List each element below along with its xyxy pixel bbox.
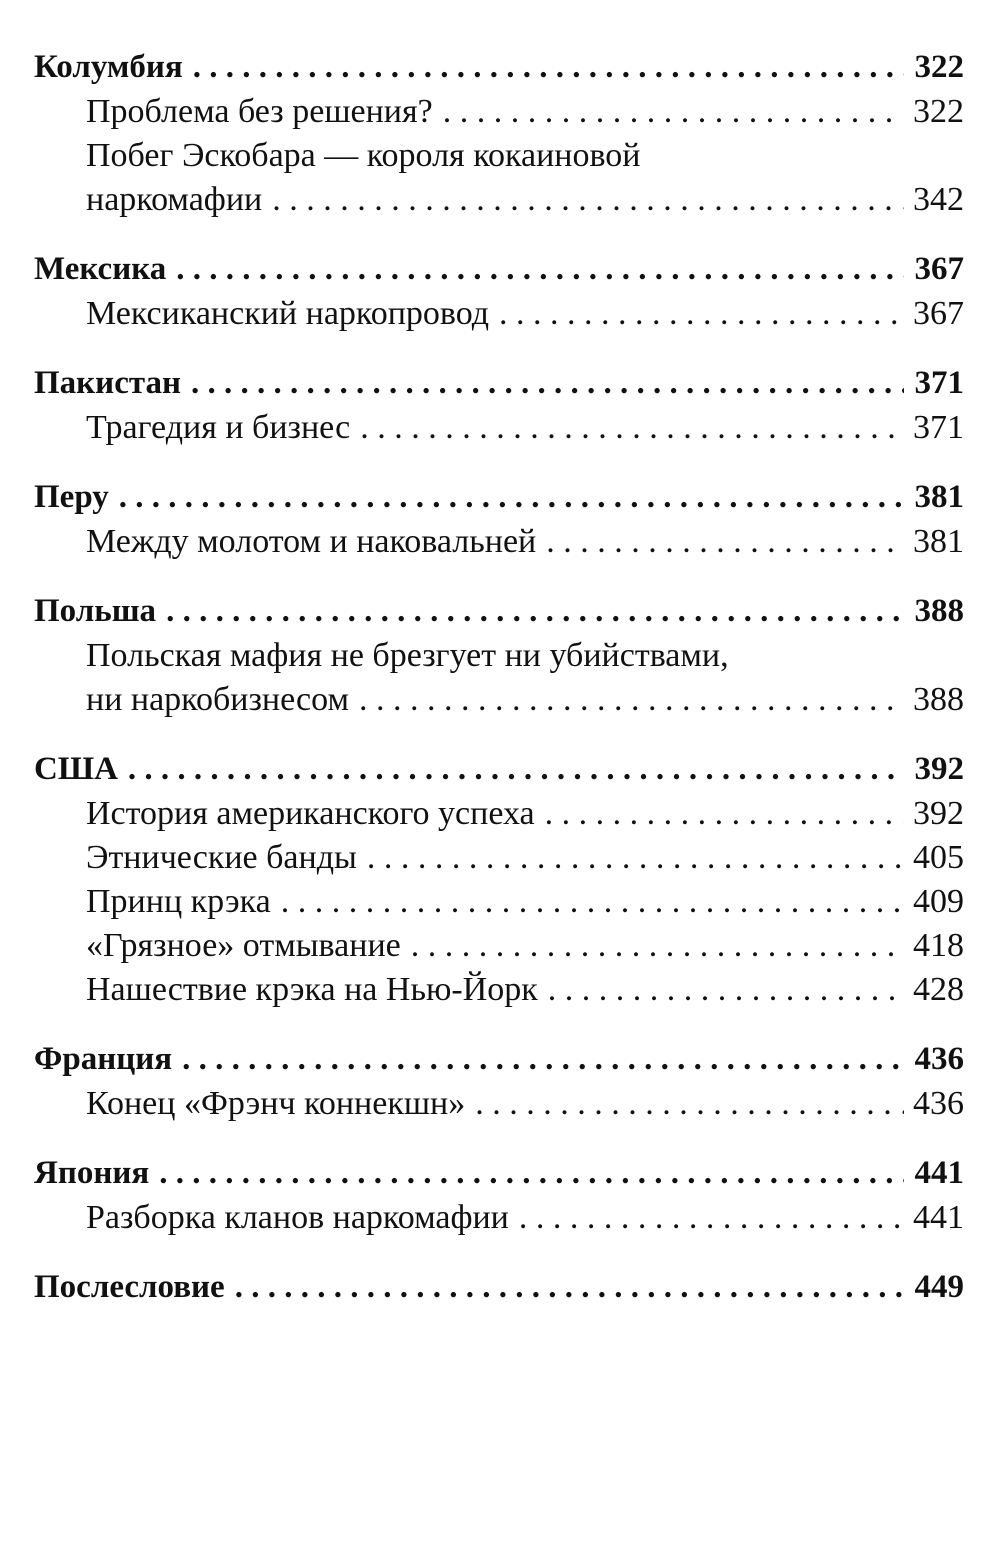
subentry-page-number: 322 [913,93,964,130]
dot-leader [546,520,904,564]
table-of-contents [34,44,964,1334]
dot-leader [545,792,904,836]
dot-leader [235,1264,904,1310]
toc-chapter-entry[interactable] [34,360,964,406]
toc-subentry[interactable] [34,406,964,450]
toc-subentry[interactable] [34,924,964,968]
subentry-page-number: 418 [913,927,964,964]
dot-leader [411,924,904,968]
dot-leader [519,1196,904,1240]
toc-chapter-entry[interactable] [34,1036,964,1082]
subentry-title: ни наркобизнесом [86,681,349,718]
dot-leader [176,246,904,292]
toc-chapter-entry[interactable] [34,44,964,90]
dot-leader [119,474,904,520]
chapter-page-number: 436 [914,1041,964,1077]
chapter-title: Польша [34,593,157,629]
dot-leader [367,836,904,880]
dot-leader [359,678,904,722]
chapter-page-number: 322 [914,49,964,85]
toc-section [34,44,964,222]
toc-subentry[interactable] [34,520,964,564]
subentry-title: Между молотом и наковальней [86,523,537,560]
toc-subentry[interactable] [34,634,964,678]
dot-leader [272,178,904,222]
toc-subentry[interactable] [34,678,964,722]
toc-chapter-entry[interactable] [34,1150,964,1196]
subentry-page-number: 342 [913,181,964,218]
subentry-page-number: 381 [913,523,964,560]
subentry-title: Нашествие крэка на Нью-Йорк [86,971,538,1008]
subentry-title: Мексиканский наркопровод [86,295,490,332]
toc-subentry[interactable] [34,90,964,134]
dot-leader [166,588,904,634]
subentry-title: «Грязное» отмывание [86,927,401,964]
subentry-title: Побег Эскобара — короля кокаиновой [86,137,641,174]
subentry-page-number: 409 [913,883,964,920]
subentry-title: Этнические банды [86,839,357,876]
dot-leader [499,292,904,336]
toc-subentry[interactable] [34,968,964,1012]
toc-subentry[interactable] [34,178,964,222]
subentry-title: Проблема без решения? [86,93,433,130]
toc-section [34,1150,964,1240]
chapter-title: Пакистан [34,365,181,401]
dot-leader [443,90,904,134]
toc-subentry[interactable] [34,1082,964,1126]
subentry-title: Трагедия и бизнес [86,409,351,446]
chapter-page-number: 392 [914,751,964,787]
subentry-title: Конец «Фрэнч коннекшн» [86,1085,466,1122]
subentry-page-number: 436 [913,1085,964,1122]
toc-section [34,474,964,564]
subentry-page-number: 388 [913,681,964,718]
toc-subentry[interactable] [34,1196,964,1240]
toc-subentry[interactable] [34,792,964,836]
toc-section [34,246,964,336]
chapter-page-number: 388 [914,593,964,629]
subentry-title: Польская мафия не брезгует ни убийствами, [86,637,729,674]
toc-chapter-entry[interactable] [34,746,964,792]
subentry-title: История американского успеха [86,795,535,832]
toc-chapter-entry[interactable] [34,474,964,520]
subentry-page-number: 367 [913,295,964,332]
chapter-title: Послесловие [34,1269,225,1305]
subentry-page-number: 441 [913,1199,964,1236]
dot-leader [191,360,904,406]
subentry-page-number: 371 [913,409,964,446]
subentry-title: Разборка кланов наркомафии [86,1199,509,1236]
toc-subentry[interactable] [34,292,964,336]
subentry-title: наркомафии [86,181,263,218]
dot-leader [548,968,904,1012]
dot-leader [360,406,904,450]
dot-leader [159,1150,904,1196]
chapter-page-number: 367 [914,251,964,287]
toc-subentry[interactable] [34,836,964,880]
subentry-page-number: 428 [913,971,964,1008]
subentry-page-number: 405 [913,839,964,876]
dot-leader [475,1082,904,1126]
dot-leader [128,746,904,792]
subentry-title: Принц крэка [86,883,271,920]
chapter-title: Перу [34,479,109,515]
dot-leader [281,880,904,924]
toc-section [34,588,964,722]
toc-section [34,746,964,1012]
toc-section [34,1036,964,1126]
chapter-title: Япония [34,1155,150,1191]
subentry-page-number: 392 [913,795,964,832]
toc-section [34,360,964,450]
toc-section [34,1264,964,1310]
chapter-title: Колумбия [34,49,183,85]
dot-leader [193,44,904,90]
toc-chapter-entry[interactable] [34,588,964,634]
chapter-title: Мексика [34,251,167,287]
toc-subentry[interactable] [34,134,964,178]
toc-chapter-entry[interactable] [34,246,964,292]
toc-chapter-entry[interactable] [34,1264,964,1310]
dot-leader [182,1036,904,1082]
chapter-title: США [34,751,118,787]
chapter-page-number: 449 [914,1269,964,1305]
toc-subentry[interactable] [34,880,964,924]
chapter-page-number: 371 [914,365,964,401]
chapter-page-number: 381 [914,479,964,515]
chapter-page-number: 441 [914,1155,964,1191]
chapter-title: Франция [34,1041,173,1077]
